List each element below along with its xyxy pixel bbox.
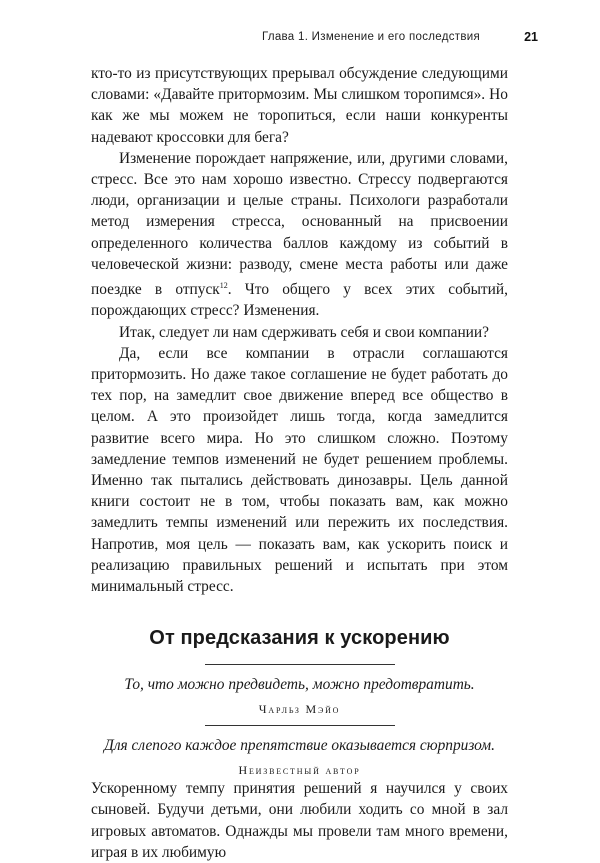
paragraph-continuation: кто-то из присутствующих прерывал обсуждение следующими словами: «Давайте притормозим. Мы слишком торопимся». Но как же мы можем не торопиться, если наши конкуренты надевают кроссовки для бега?	[91, 65, 508, 146]
footnote-ref: 12	[219, 281, 228, 291]
chapter-title: Глава 1. Изменение и его последствия	[261, 31, 480, 43]
epigraph-author: Чарльз Мэйо	[258, 702, 341, 717]
page-body	[91, 63, 508, 863]
epigraph-rule-middle	[205, 725, 395, 726]
page-number: 21	[524, 30, 538, 44]
epigraph-quote: Для слепого каждое препятствие оказывается сюрпризом.	[104, 737, 495, 755]
epigraph-author: Неизвестный автор	[238, 763, 361, 778]
paragraph-answer: Да, если все компании в отрасли соглашаются притормозить. Но даже такое соглашение не будет работать до тех пор, на замедлит свое движение вперед все общество в целом. А это произойдет лишь тогда, когда замедлится развитие всего мира. Но это слишком сложно. Поэтому замедление темпов изменений не будет решением проблемы. Именно так пытались действовать динозавры. Цель данной книги состоит не в том, чтобы показать вам, как можно замедлить темпы изменений или пережить их последствия. Напротив, моя цель — показать вам, как ускорить поиск и реализацию правильных решений и испытать при этом минимальный стресс.	[91, 344, 508, 595]
running-head	[0, 31, 600, 51]
epigraph	[91, 675, 508, 717]
epigraph-quote: То, что можно предвидеть, можно предотвратить.	[124, 676, 475, 694]
paragraph-stress	[91, 148, 508, 322]
paragraph-question: Итак, следует ли нам сдерживать себя и свои компании?	[119, 323, 489, 341]
paragraph-stress-tail: . Что общего у всех этих событий, порождающих стресс? Изменения.	[91, 281, 508, 320]
section-title: От предсказания к ускорению	[149, 627, 450, 650]
epigraph-rule-top	[205, 664, 395, 665]
paragraph-stress-text: Изменение порождает напряжение, или, другими словами, стресс. Все это нам хорошо известно. Стрессу подвергаются люди, организации и целые страны. Психологи разработали метод измерения стресса, основанный на присвоении определенного количества баллов каждому из событий в человеческой жизни: разводу, смене места работы или даже поездке в отпуск	[91, 149, 508, 299]
epigraph	[91, 736, 508, 778]
paragraph-sons: Ускоренному темпу принятия решений я научился у своих сыновей. Будучи детьми, они любили ходить со мной в зал игровых автоматов. Однажды мы провели там много времени, играя в их любимую	[91, 780, 508, 861]
